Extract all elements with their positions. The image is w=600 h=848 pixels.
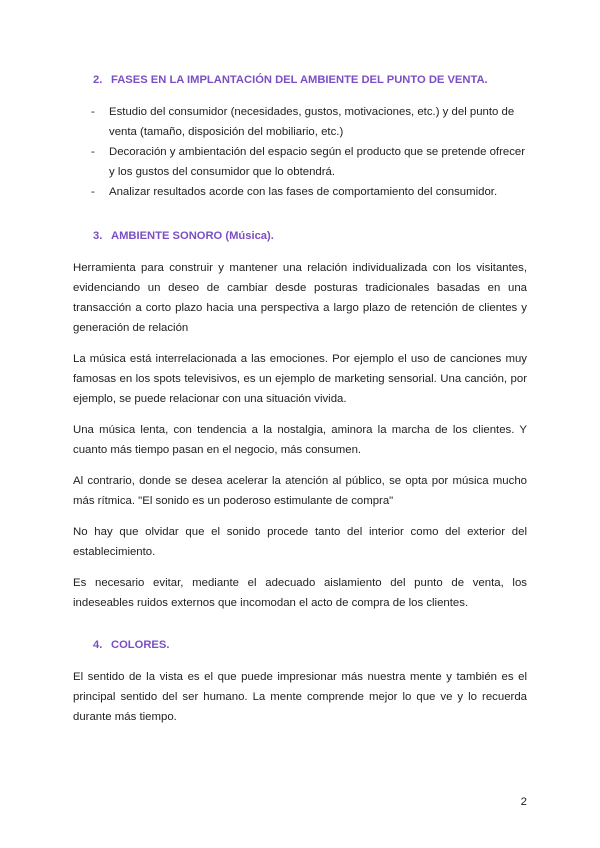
section-2-number: 2. (93, 74, 103, 86)
list-item-text: Decoración y ambientación del espacio según el producto que se pretende ofrecer y los gustos del consumidor que lo obtendrá. (109, 146, 526, 178)
paragraph: Una música lenta, con tendencia a la nostalgia, aminora la marcha de los clientes. Y cuanto más tiempo pasan en el negocio, más consumen. (73, 424, 527, 456)
list-item (73, 182, 527, 202)
paragraph: La música está interrelacionada a las emociones. Por ejemplo el uso de canciones muy famosas en los spots televisivos, es un ejemplo de marketing sensorial. Una canción, por ejemplo, se puede relacionar con una situación vivida. (73, 353, 527, 405)
section-2-bullet-list (73, 102, 527, 202)
paragraph: Es necesario evitar, mediante el adecuado aislamiento del punto de venta, los indeseables ruidos externos que incomodan el acto de compra de los clientes. (73, 577, 527, 609)
section-3-number: 3. (93, 230, 103, 242)
list-item (73, 142, 527, 182)
page-content (73, 70, 527, 738)
paragraph: El sentido de la vista es el que puede impresionar más nuestra mente y también es el principal sentido del ser humano. La mente comprende mejor lo que ve y lo recuerda durante más tiempo. (73, 671, 527, 723)
section-3-title: AMBIENTE SONORO (Música). (111, 230, 274, 242)
bullet-dash: - (91, 186, 95, 198)
bullet-dash: - (91, 106, 95, 118)
section-4-number: 4. (93, 639, 103, 651)
list-item-text: Analizar resultados acorde con las fases de comportamiento del consumidor. (109, 186, 498, 198)
section-4-heading (73, 635, 527, 655)
section-2-title: FASES EN LA IMPLANTACIÓN DEL AMBIENTE DEL PUNTO DE VENTA. (111, 74, 488, 86)
section-4-title: COLORES. (111, 639, 170, 651)
paragraph: No hay que olvidar que el sonido procede tanto del interior como del exterior del establecimiento. (73, 526, 527, 558)
list-item-text: Estudio del consumidor (necesidades, gustos, motivaciones, etc.) y del punto de venta (tamaño, disposición del mobiliario, etc.) (109, 106, 515, 138)
section-3-heading (73, 226, 527, 246)
page-number: 2 (520, 796, 527, 808)
paragraph: Al contrario, donde se desea acelerar la atención al público, se opta por música mucho más rítmica. "El sonido es un poderoso estimulante de compra" (73, 475, 527, 507)
paragraph: Herramienta para construir y mantener una relación individualizada con los visitantes, evidenciando un deseo de cambiar desde posturas tradicionales basadas en una transacción a corto plazo hacia una perspectiva a largo plazo de retención de clientes y generación de relación (73, 262, 527, 334)
list-item (73, 102, 527, 142)
bullet-dash: - (91, 146, 95, 158)
section-2-heading (73, 70, 527, 90)
